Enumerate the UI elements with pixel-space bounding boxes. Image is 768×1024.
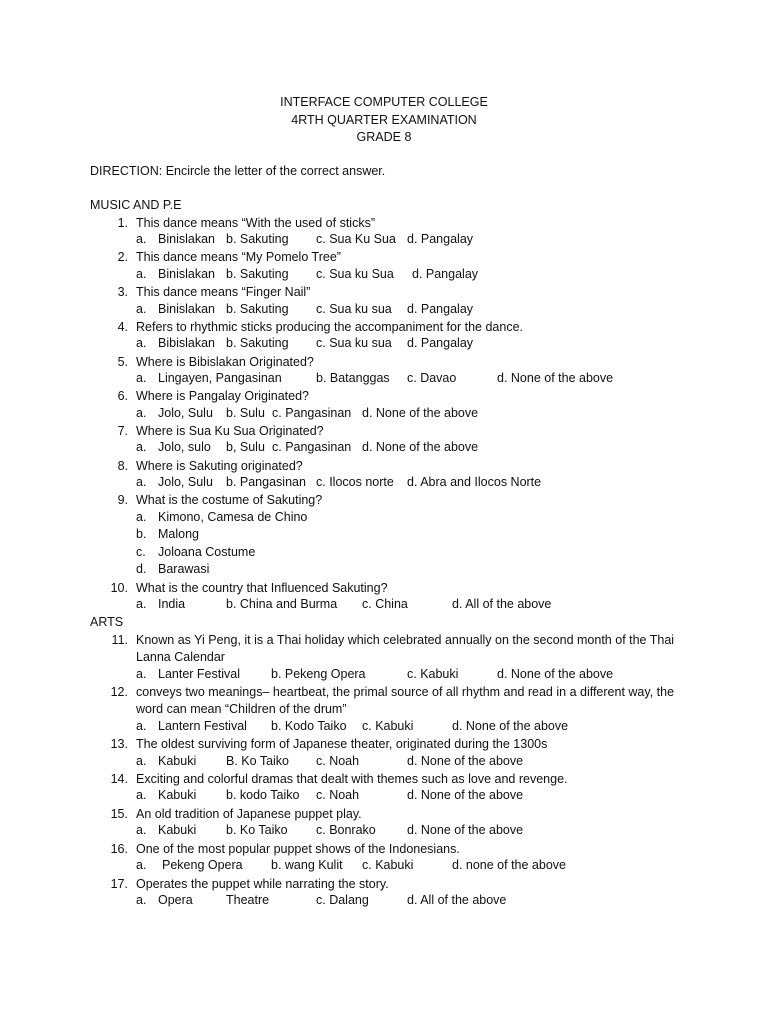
option-d: d. All of the above: [407, 893, 507, 907]
option-letter: a.: [136, 667, 147, 681]
option-d: d. Abra and Ilocos Norte: [407, 475, 542, 489]
option-text: Barawasi: [158, 562, 210, 576]
option-b: b, Sulu: [226, 440, 265, 454]
option-d: d. Pangalay: [407, 336, 474, 350]
option-letter: d.: [136, 562, 147, 576]
question-number: 2.: [117, 250, 128, 264]
option-letter: a.: [136, 754, 147, 768]
option-text: Malong: [158, 527, 199, 541]
option-a: Jolo, Sulu: [158, 406, 213, 420]
option-letter: a.: [136, 823, 147, 837]
option-text: Joloana Costume: [158, 545, 256, 559]
option-c: c. Sua ku sua: [316, 302, 392, 316]
question-number: 13.: [110, 737, 128, 751]
question-text: Refers to rhythmic sticks producing the accompaniment for the dance.: [136, 320, 523, 334]
option-a: Kabuki: [158, 788, 197, 802]
question-number: 15.: [110, 807, 128, 821]
option-a: Pekeng Opera: [162, 858, 243, 872]
option-c: c. Pangasinan: [272, 440, 352, 454]
option-letter: a.: [136, 406, 147, 420]
question-number: 16.: [110, 842, 128, 856]
option-d: d. None of the above: [362, 406, 479, 420]
question-text: Where is Sua Ku Sua Originated?: [136, 424, 324, 438]
question-text: The oldest surviving form of Japanese theater, originated during the 1300s: [136, 737, 548, 751]
option-c: c. Davao: [407, 371, 457, 385]
option-c: c. China: [362, 597, 408, 611]
question-number: 6.: [117, 389, 128, 403]
vertical-option: [0, 545, 768, 562]
option-b: b. wang Kulit: [271, 858, 343, 872]
question-number: 8.: [117, 459, 128, 473]
option-letter: a.: [136, 858, 147, 872]
question-text: Operates the puppet while narrating the story.: [136, 877, 389, 891]
answer-options: [0, 440, 768, 457]
answer-options: [0, 719, 768, 736]
option-letter: a.: [136, 302, 147, 316]
option-a: Lingayen, Pangasinan: [158, 371, 282, 385]
option-c: c. Kabuki: [407, 667, 459, 681]
option-letter: a.: [136, 440, 147, 454]
option-letter: a.: [136, 336, 147, 350]
question-text: conveys two meanings– heartbeat, the primal source of all rhythm and read in a different way, the word can mean “Children of the drum”: [136, 685, 675, 717]
option-letter: b.: [136, 527, 147, 541]
option-b: b. Sulu: [226, 406, 265, 420]
question-text: One of the most popular puppet shows of the Indonesians.: [136, 842, 460, 856]
question-number: 11.: [111, 633, 128, 647]
option-d: d. None of the above: [407, 788, 524, 802]
vertical-option: [0, 562, 768, 579]
exam-header: [0, 94, 768, 147]
option-a: Lantern Festival: [158, 719, 247, 733]
option-a: Opera: [158, 893, 193, 907]
option-d: d. None of the above: [452, 719, 569, 733]
option-c: c. Ilocos norte: [316, 475, 394, 489]
question-text: This dance means “My Pomelo Tree”: [136, 250, 341, 264]
option-letter: a.: [136, 788, 147, 802]
option-b: b. Sakuting: [226, 232, 289, 246]
option-c: c. Sua ku Sua: [316, 267, 394, 281]
option-d: d. Pangalay: [407, 302, 474, 316]
question-number: 17.: [110, 877, 128, 891]
section-arts: ARTS: [90, 615, 124, 629]
option-letter: a.: [136, 371, 147, 385]
option-b: b. kodo Taiko: [226, 788, 300, 802]
option-c: c. Noah: [316, 788, 360, 802]
question-number: 3.: [117, 285, 128, 299]
question-number: 12.: [110, 685, 128, 699]
question-text: Exciting and colorful dramas that dealt with themes such as love and revenge.: [136, 772, 568, 786]
option-b: b. Kodo Taiko: [271, 719, 347, 733]
question-number: 7.: [117, 424, 128, 438]
option-c: c. Sua Ku Sua: [316, 232, 396, 246]
option-letter: a.: [136, 267, 147, 281]
vertical-option: [0, 527, 768, 544]
option-b: Theatre: [226, 893, 270, 907]
question-number: 10.: [110, 581, 128, 595]
option-b: B. Ko Taiko: [226, 754, 290, 768]
answer-options: [0, 893, 768, 910]
option-d: d. All of the above: [452, 597, 552, 611]
direction: [90, 163, 385, 181]
question-text: What is the costume of Sakuting?: [136, 493, 323, 507]
option-a: Kabuki: [158, 823, 197, 837]
option-c: c. Kabuki: [362, 858, 414, 872]
option-b: b. Sakuting: [226, 302, 289, 316]
question-number: 4.: [117, 320, 128, 334]
answer-options: [0, 371, 768, 388]
question-number: 5.: [117, 355, 128, 369]
answer-options: [0, 302, 768, 319]
school-name: INTERFACE COMPUTER COLLEGE: [280, 95, 488, 109]
answer-options: [0, 406, 768, 423]
answer-options: [0, 336, 768, 353]
option-letter: a.: [136, 719, 147, 733]
answer-options: [0, 267, 768, 284]
question-text: Known as Yi Peng, it is a Thai holiday which celebrated annually on the second month of the Thai Lanna Calendar: [136, 633, 675, 665]
option-a: Lanter Festival: [158, 667, 240, 681]
option-a: Jolo, Sulu: [158, 475, 213, 489]
option-b: b. Pekeng Opera: [271, 667, 366, 681]
answer-options: [0, 232, 768, 249]
option-d: d. None of the above: [362, 440, 479, 454]
answer-options: [0, 667, 768, 684]
direction-text: Encircle the letter of the correct answer.: [162, 164, 386, 178]
question-text: What is the country that Influenced Sakuting?: [136, 581, 388, 595]
direction-label: DIRECTION:: [90, 164, 163, 178]
option-b: b. China and Burma: [226, 597, 338, 611]
question-text: This dance means “With the used of sticks”: [136, 216, 375, 230]
option-a: Kabuki: [158, 754, 197, 768]
question-number: 9.: [117, 493, 128, 507]
option-c: c. Bonrako: [316, 823, 376, 837]
exam-title: 4RTH QUARTER EXAMINATION: [291, 112, 477, 127]
question-text: An old tradition of Japanese puppet play.: [136, 807, 362, 821]
option-d: d. Pangalay: [407, 232, 474, 246]
answer-options: [0, 858, 768, 875]
option-b: b. Sakuting: [226, 336, 289, 350]
option-letter: c.: [136, 545, 146, 559]
option-letter: a.: [136, 510, 147, 524]
vertical-option: [0, 510, 768, 527]
option-d: d. None of the above: [407, 823, 524, 837]
option-b: b. Ko Taiko: [226, 823, 288, 837]
option-b: b. Sakuting: [226, 267, 289, 281]
option-letter: a.: [136, 232, 147, 246]
question-text: Where is Pangalay Originated?: [136, 389, 310, 403]
question-number: 14.: [110, 772, 128, 786]
option-d: d. Pangalay: [412, 267, 479, 281]
option-b: b. Pangasinan: [226, 475, 306, 489]
option-a: Bibislakan: [158, 336, 215, 350]
option-a: Jolo, sulo: [158, 440, 211, 454]
answer-options: [0, 597, 768, 614]
option-b: b. Batanggas: [316, 371, 390, 385]
option-d: d. None of the above: [497, 371, 614, 385]
option-d: d. none of the above: [452, 858, 566, 872]
section-music-pe: MUSIC AND P.E: [90, 198, 182, 212]
grade-level: GRADE 8: [356, 130, 412, 144]
answer-options: [0, 823, 768, 840]
option-c: c. Kabuki: [362, 719, 414, 733]
option-c: c. Sua ku sua: [316, 336, 392, 350]
option-d: d. None of the above: [407, 754, 524, 768]
answer-options: [0, 754, 768, 771]
option-c: c. Noah: [316, 754, 360, 768]
question-number: 1.: [117, 216, 128, 230]
option-a: Binislakan: [158, 302, 215, 316]
question-text: Where is Sakuting originated?: [136, 459, 303, 473]
answer-options: [0, 475, 768, 492]
option-letter: a.: [136, 475, 147, 489]
option-d: d. None of the above: [497, 667, 614, 681]
option-c: c. Dalang: [316, 893, 369, 907]
option-letter: a.: [136, 597, 147, 611]
question-text: Where is Bibislakan Originated?: [136, 355, 314, 369]
option-a: India: [158, 597, 186, 611]
option-c: c. Pangasinan: [272, 406, 352, 420]
option-text: Kimono, Camesa de Chino: [158, 510, 308, 524]
option-a: Binislakan: [158, 267, 215, 281]
option-letter: a.: [136, 893, 147, 907]
question-text: This dance means “Finger Nail”: [136, 285, 311, 299]
answer-options: [0, 788, 768, 805]
option-a: Binislakan: [158, 232, 215, 246]
